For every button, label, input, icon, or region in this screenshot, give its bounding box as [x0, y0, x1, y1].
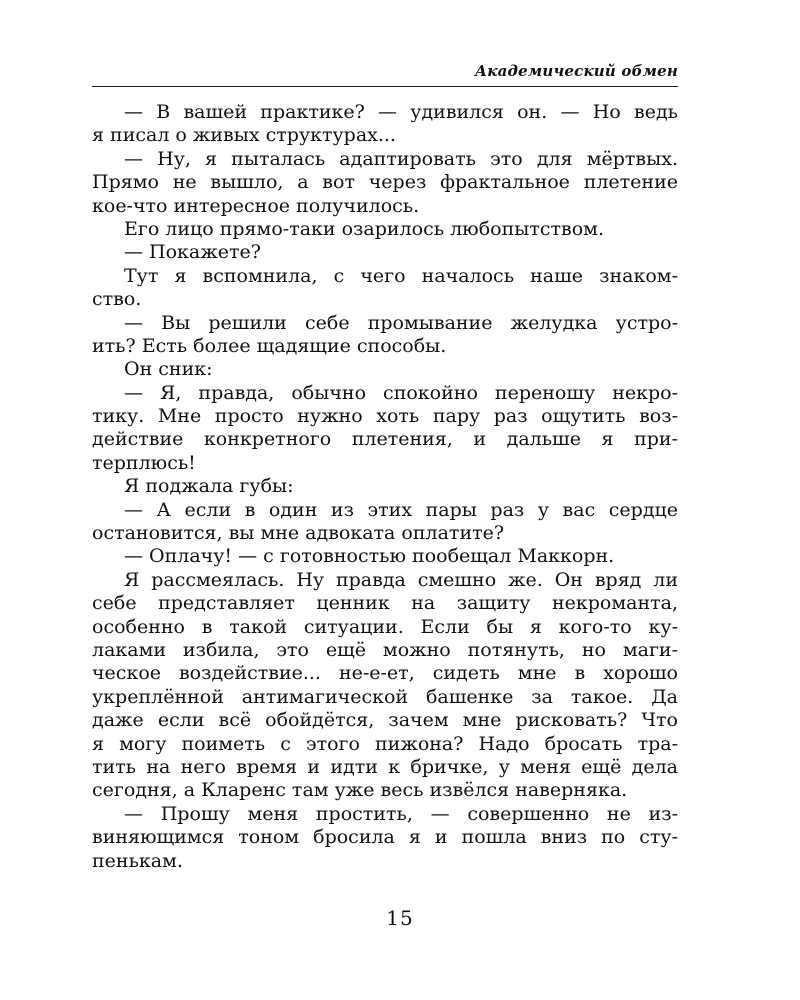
text-line: — А если в один из этих пары раз у вас сердце	[124, 498, 678, 521]
text-line: — Я, правда, обычно спокойно переношу некро-	[124, 381, 678, 404]
text-line: — Вы решили себе промывание желудка устро-	[124, 311, 678, 334]
text-line: — Оплачу! — с готовностью пообещал Маккорн.	[124, 545, 615, 568]
body-text	[92, 101, 678, 873]
text-line: особенно в такой ситуации. Если бы я кого-то ку-	[92, 615, 678, 638]
book-page	[92, 60, 678, 873]
text-line: терплюсь!	[92, 451, 196, 474]
text-line: ство.	[92, 288, 142, 311]
text-line: действие конкретного плетения, и дальше я при-	[92, 428, 678, 451]
text-line: — Ну, я пыталась адаптировать это для мёртвых.	[124, 147, 678, 170]
text-line: — В вашей практике? — удивился он. — Но ведь	[124, 101, 678, 123]
text-line: тику. Мне просто нужно хоть пару раз ощутить воз-	[92, 405, 678, 428]
page-number: 15	[386, 906, 414, 930]
text-line: пенькам.	[92, 849, 183, 872]
text-line: — Прошу меня простить, — совершенно не из-	[124, 802, 678, 825]
text-line: я писал о живых структурах...	[92, 124, 397, 147]
text-line: остановится, вы мне адвоката оплатите?	[92, 522, 505, 545]
text-line: ческое воздействие... не-е-ет, сидеть мне в хорошо	[92, 662, 678, 685]
text-line: Я поджала губы:	[124, 475, 294, 498]
text-line: виняющимся тоном бросила я и пошла вниз по сту-	[92, 826, 678, 849]
header-rule	[92, 86, 678, 87]
text-line: тить на него время и идти к бричке, у меня ещё дела	[92, 755, 678, 778]
text-line: даже если всё обойдётся, зачем мне рисковать? Что	[92, 709, 678, 732]
text-line: себе представляет ценник на защиту некроманта,	[92, 592, 678, 615]
text-line: я могу поиметь с этого пижона? Надо бросать тра-	[92, 732, 678, 755]
running-head-title: Академический обмен	[474, 62, 678, 80]
text-line: Тут я вспомнила, с чего началось наше знаком-	[124, 264, 678, 287]
text-line: лаками избила, это ещё можно потянуть, но маги-	[92, 638, 678, 661]
text-line: кое-что интересное получилось.	[92, 194, 420, 217]
text-line: Его лицо прямо-таки озарилось любопытством.	[124, 217, 604, 240]
text-line: ить? Есть более щадящие способы.	[92, 334, 447, 357]
text-line: — Покажете?	[124, 241, 261, 264]
text-line: сегодня, а Кларенс там уже весь извёлся наверняка.	[92, 779, 628, 802]
text-line: Прямо не вышло, а вот через фрактальное плетение	[92, 171, 678, 194]
text-line: Он сник:	[124, 358, 213, 381]
text-line: укреплённой антимагической башенке за такое. Да	[92, 685, 678, 708]
text-line: Я рассмеялась. Ну правда смешно же. Он вряд ли	[124, 568, 678, 591]
